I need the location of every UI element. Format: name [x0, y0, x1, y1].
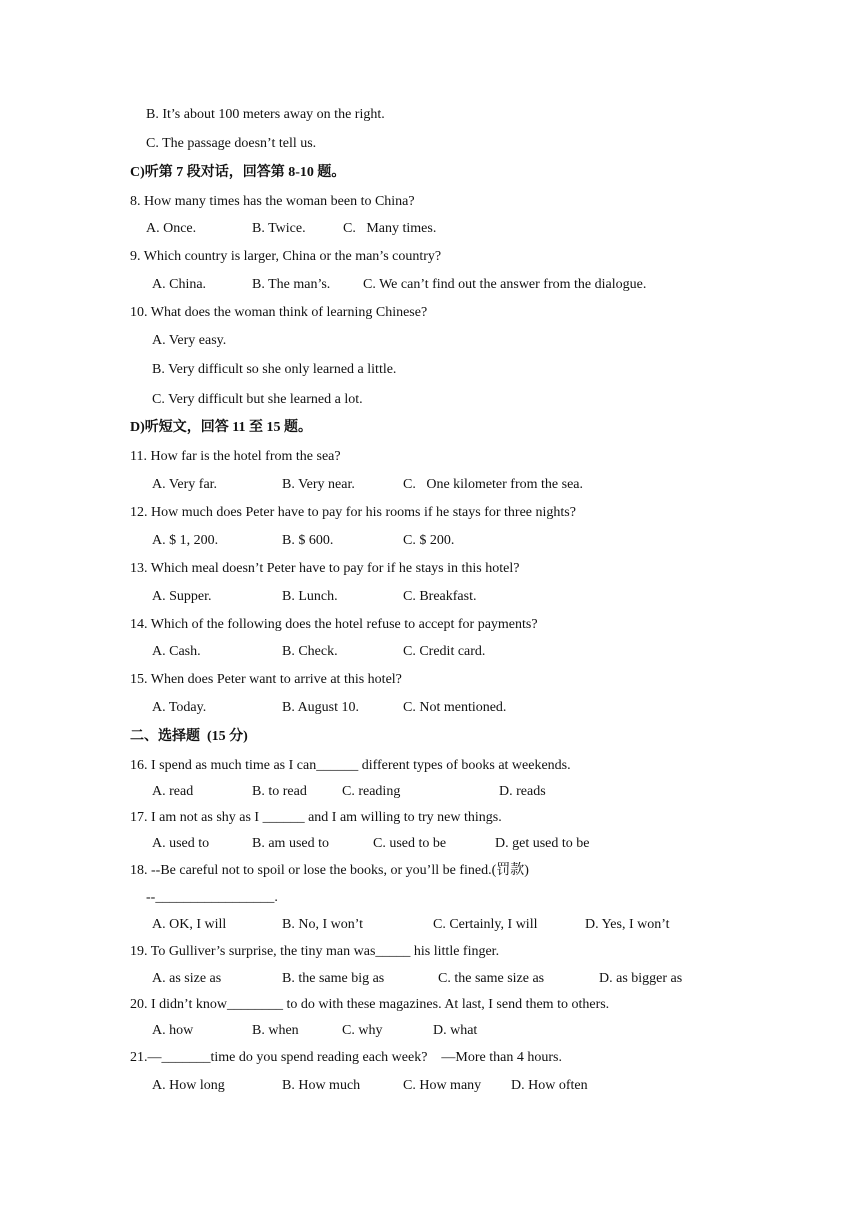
q9-stem: 9. Which country is larger, China or the man’s country?: [130, 249, 442, 264]
q14-option-c: C. Credit card.: [403, 644, 486, 659]
q21-option-b: B. How much: [282, 1078, 361, 1093]
q13-option-a: A. Supper.: [152, 589, 212, 604]
q13-option-c: C. Breakfast.: [403, 589, 477, 604]
q18-reply-blank: --_________________.: [146, 890, 278, 905]
q8-stem: 8. How many times has the woman been to China?: [130, 194, 415, 209]
q17-option-c: C. used to be: [373, 836, 447, 851]
q20-option-a: A. how: [152, 1023, 194, 1038]
q16-option-d: D. reads: [499, 784, 546, 799]
q17-stem: 17. I am not as shy as I ______ and I am willing to try new things.: [130, 810, 502, 825]
section-c-heading: C)听第 7 段对话，回答第 8-10 题。: [130, 165, 346, 180]
q13-stem: 13. Which meal doesn’t Peter have to pay for if he stays in this hotel?: [130, 561, 520, 576]
q7-option-c: C. The passage doesn’t tell us.: [146, 136, 317, 151]
q9-option-c: C. We can’t find out the answer from the dialogue.: [363, 277, 647, 292]
q15-option-a: A. Today.: [152, 700, 207, 715]
q17-option-b: B. am used to: [252, 836, 329, 851]
q14-option-b: B. Check.: [282, 644, 338, 659]
q17-option-d: D. get used to be: [495, 836, 590, 851]
q16-option-a: A. read: [152, 784, 194, 799]
section-2-heading: 二、选择题 (15 分): [130, 729, 248, 744]
q13-option-b: B. Lunch.: [282, 589, 338, 604]
q19-option-a: A. as size as: [152, 971, 222, 986]
q19-option-c: C. the same size as: [438, 971, 545, 986]
q16-stem: 16. I spend as much time as I can______ different types of books at weekends.: [130, 758, 571, 773]
q17-option-a: A. used to: [152, 836, 210, 851]
q14-option-a: A. Cash.: [152, 644, 201, 659]
q20-option-b: B. when: [252, 1023, 299, 1038]
section-d-heading: D)听短文，回答 11 至 15 题。: [130, 420, 312, 435]
q15-stem: 15. When does Peter want to arrive at this hotel?: [130, 672, 402, 687]
q21-stem: 21.—_______time do you spend reading each week? —More than 4 hours.: [130, 1050, 562, 1065]
q10-option-b: B. Very difficult so she only learned a little.: [152, 362, 397, 377]
q21-option-d: D. How often: [511, 1078, 588, 1093]
q8-option-b: B. Twice.: [252, 221, 306, 236]
q20-stem: 20. I didn’t know________ to do with these magazines. At last, I send them to others.: [130, 997, 610, 1012]
q18-option-d: D. Yes, I won’t: [585, 917, 670, 932]
q11-option-a: A. Very far.: [152, 477, 218, 492]
q15-option-c: C. Not mentioned.: [403, 700, 507, 715]
q12-option-b: B. $ 600.: [282, 533, 334, 548]
q9-option-b: B. The man’s.: [252, 277, 331, 292]
q9-option-a: A. China.: [152, 277, 207, 292]
q18-option-c: C. Certainly, I will: [433, 917, 538, 932]
q11-stem: 11. How far is the hotel from the sea?: [130, 449, 341, 464]
q18-stem: 18. --Be careful not to spoil or lose the books, or you’ll be fined.(罚款): [130, 863, 529, 878]
q11-option-c: C. One kilometer from the sea.: [403, 477, 584, 492]
q10-stem: 10. What does the woman think of learning Chinese?: [130, 305, 428, 320]
q19-option-d: D. as bigger as: [599, 971, 683, 986]
q18-option-a: A. OK, I will: [152, 917, 227, 932]
q14-stem: 14. Which of the following does the hotel refuse to accept for payments?: [130, 617, 538, 632]
q12-stem: 12. How much does Peter have to pay for his rooms if he stays for three nights?: [130, 505, 576, 520]
q19-stem: 19. To Gulliver’s surprise, the tiny man was_____ his little finger.: [130, 944, 500, 959]
q20-option-c: C. why: [342, 1023, 383, 1038]
q7-option-b: B. It’s about 100 meters away on the right.: [146, 107, 385, 122]
q16-option-c: C. reading: [342, 784, 401, 799]
q18-option-b: B. No, I won’t: [282, 917, 364, 932]
q10-option-a: A. Very easy.: [152, 333, 227, 348]
q21-option-a: A. How long: [152, 1078, 225, 1093]
q8-option-c: C. Many times.: [343, 221, 437, 236]
q11-option-b: B. Very near.: [282, 477, 355, 492]
q21-option-c: C. How many: [403, 1078, 482, 1093]
q12-option-a: A. $ 1, 200.: [152, 533, 219, 548]
q19-option-b: B. the same big as: [282, 971, 385, 986]
q16-option-b: B. to read: [252, 784, 307, 799]
q20-option-d: D. what: [433, 1023, 478, 1038]
q8-option-a: A. Once.: [146, 221, 197, 236]
q12-option-c: C. $ 200.: [403, 533, 455, 548]
q10-option-c: C. Very difficult but she learned a lot.: [152, 392, 363, 407]
q15-option-b: B. August 10.: [282, 700, 360, 715]
